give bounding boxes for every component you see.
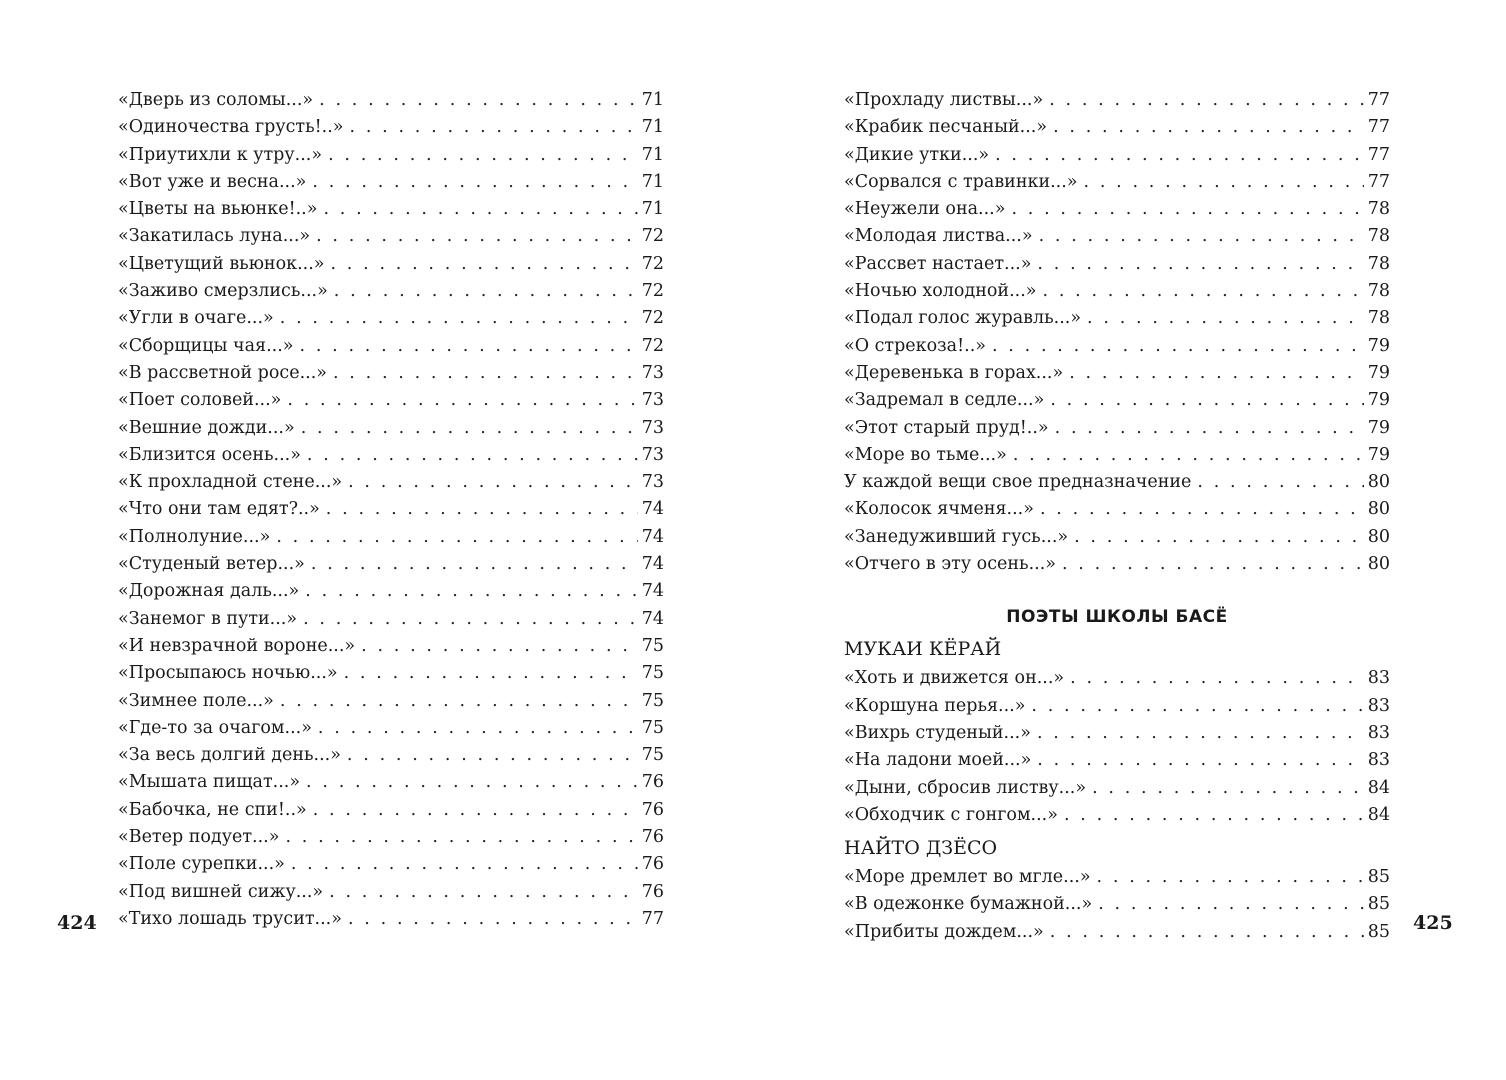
toc-entry-title: «Цветы на вьюнке!..» bbox=[118, 199, 318, 220]
toc-entry-title: «Зимнее поле...» bbox=[118, 690, 274, 711]
toc-entry bbox=[118, 633, 664, 660]
toc-entry-page: 73 bbox=[641, 472, 664, 493]
toc-entry-title: «Вешние дожди...» bbox=[118, 417, 295, 438]
dot-leader bbox=[1049, 87, 1364, 114]
toc-entry-title: «Близится осень...» bbox=[118, 444, 301, 465]
toc-entry-title: «Закатилась луна...» bbox=[118, 226, 311, 247]
toc-entry bbox=[844, 387, 1390, 414]
dot-leader bbox=[307, 442, 638, 469]
toc-entry-title: «Задремал в седле...» bbox=[844, 390, 1045, 411]
toc-entry bbox=[118, 251, 664, 278]
toc-entry-page: 80 bbox=[1367, 554, 1390, 575]
toc-entry-page: 74 bbox=[641, 581, 664, 602]
toc-entry bbox=[118, 879, 664, 906]
toc-entry-title: «Ветер подует...» bbox=[118, 827, 280, 848]
dot-leader bbox=[350, 114, 638, 141]
toc-entry bbox=[118, 660, 664, 687]
dot-leader bbox=[330, 251, 637, 278]
toc-entry-title: «Вихрь студеный...» bbox=[844, 722, 1031, 743]
toc-entry bbox=[844, 665, 1390, 692]
toc-entry-title: «Цветущий вьюнок...» bbox=[118, 253, 325, 274]
toc-entry bbox=[118, 851, 664, 878]
toc-entry-title: «Этот старый пруд!..» bbox=[844, 417, 1049, 438]
toc-entry bbox=[844, 524, 1390, 551]
dot-leader bbox=[280, 305, 638, 332]
toc-entry-page: 73 bbox=[641, 444, 664, 465]
dot-leader bbox=[1043, 278, 1364, 305]
dot-leader bbox=[344, 660, 638, 687]
toc-entry-title: «Полнолуние...» bbox=[118, 526, 271, 547]
dot-leader bbox=[334, 278, 638, 305]
toc-entry bbox=[118, 606, 664, 633]
toc-entry-title: «Ночью холодной...» bbox=[844, 281, 1037, 302]
toc-list bbox=[844, 87, 1390, 578]
toc-entry bbox=[844, 551, 1390, 578]
toc-entry-title: «Мышата пищат...» bbox=[118, 772, 301, 793]
toc-entry bbox=[118, 223, 664, 250]
toc-entry-page: 79 bbox=[1367, 390, 1390, 411]
toc-entry-title: «Отчего в эту осень...» bbox=[844, 554, 1056, 575]
dot-leader bbox=[1197, 469, 1363, 496]
toc-entry-page: 73 bbox=[641, 390, 664, 411]
toc-entry bbox=[844, 87, 1390, 114]
toc-entry-page: 78 bbox=[1367, 308, 1390, 329]
toc-entry bbox=[844, 864, 1390, 891]
toc-entry bbox=[118, 715, 664, 742]
toc-entry-title: «В рассветной росе...» bbox=[118, 362, 327, 383]
toc-entry-page: 74 bbox=[641, 499, 664, 520]
dot-leader bbox=[1064, 802, 1364, 829]
author-heading: НАЙТО ДЗЁСО bbox=[844, 837, 998, 860]
toc-entry bbox=[844, 251, 1390, 278]
toc-entry-page: 75 bbox=[641, 663, 664, 684]
toc-entry bbox=[118, 688, 664, 715]
toc-entry-page: 77 bbox=[641, 908, 664, 929]
toc-entry-title: «Тихо лошадь трусит...» bbox=[118, 908, 342, 929]
toc-entry-page: 76 bbox=[641, 799, 664, 820]
toc-entry-page: 74 bbox=[641, 608, 664, 629]
toc-entry bbox=[844, 720, 1390, 747]
dot-leader bbox=[1084, 169, 1364, 196]
dot-leader bbox=[348, 906, 638, 933]
toc-entry bbox=[118, 278, 664, 305]
dot-leader bbox=[1050, 387, 1363, 414]
toc-entry-page: 76 bbox=[641, 881, 664, 902]
toc-entry bbox=[118, 769, 664, 796]
toc-entry-title: «Сорвался с травинки...» bbox=[844, 171, 1078, 192]
toc-entry-page: 85 bbox=[1367, 921, 1390, 942]
toc-entry-page: 71 bbox=[641, 90, 664, 110]
toc-entry-title: «Под вишней сижу...» bbox=[118, 881, 324, 902]
toc-entry-title: «Угли в очаге...» bbox=[118, 308, 274, 329]
dot-leader bbox=[312, 169, 637, 196]
toc-entry-page: 78 bbox=[1367, 253, 1390, 274]
toc-entry bbox=[118, 415, 664, 442]
toc-entry bbox=[844, 802, 1390, 829]
dot-leader bbox=[1037, 747, 1363, 774]
toc-entry-title: «Крабик песчаный...» bbox=[844, 117, 1048, 138]
toc-entry-title: «Море дремлет во мгле...» bbox=[844, 867, 1091, 888]
toc-entry bbox=[844, 223, 1390, 250]
toc-entry-page: 84 bbox=[1367, 777, 1390, 798]
toc-entry-page: 74 bbox=[641, 526, 664, 547]
page-number-right: 425 bbox=[1413, 912, 1453, 934]
dot-leader bbox=[305, 578, 637, 605]
toc-entry-title: «Колосок ячменя...» bbox=[844, 499, 1034, 520]
toc-entry-page: 80 bbox=[1367, 526, 1390, 547]
toc-entry bbox=[844, 278, 1390, 305]
toc-entry bbox=[118, 824, 664, 851]
toc-entry-page: 79 bbox=[1367, 444, 1390, 465]
toc-entry-page: 72 bbox=[641, 308, 664, 329]
toc-entry-page: 76 bbox=[641, 854, 664, 875]
toc-entry-title: «Поле сурепки...» bbox=[118, 854, 285, 875]
toc-entry-title: «Где-то за очагом...» bbox=[118, 717, 312, 738]
dot-leader bbox=[319, 87, 638, 114]
toc-entry-page: 85 bbox=[1367, 894, 1390, 915]
dot-leader bbox=[1069, 360, 1364, 387]
toc-entry-title: «Дверь из соломы...» bbox=[118, 90, 314, 110]
toc-entry bbox=[118, 387, 664, 414]
dot-leader bbox=[1040, 496, 1364, 523]
toc-entry bbox=[118, 906, 664, 933]
dot-leader bbox=[1098, 891, 1364, 918]
toc-entry-title: «Неужели она...» bbox=[844, 199, 1006, 220]
toc-entry bbox=[118, 742, 664, 769]
toc-entry-title: «Подал голос журавль...» bbox=[844, 308, 1082, 329]
toc-entry bbox=[118, 496, 664, 523]
toc-entry bbox=[844, 142, 1390, 169]
toc-entry-page: 73 bbox=[641, 417, 664, 438]
toc-entry-page: 71 bbox=[641, 199, 664, 220]
toc-entry-title: «Просыпаюсь ночью...» bbox=[118, 663, 338, 684]
dot-leader bbox=[1039, 223, 1364, 250]
toc-entry-page: 80 bbox=[1367, 499, 1390, 520]
dot-leader bbox=[1070, 665, 1364, 692]
toc-entry-page: 84 bbox=[1367, 804, 1390, 825]
dot-leader bbox=[316, 223, 638, 250]
toc-entry-page: 83 bbox=[1367, 695, 1390, 716]
toc-entry bbox=[118, 524, 664, 551]
author-sections bbox=[844, 634, 1390, 946]
dot-leader bbox=[328, 142, 638, 169]
toc-entry-title: «Дикие утки...» bbox=[844, 144, 990, 165]
toc-entry-page: 72 bbox=[641, 226, 664, 247]
toc-entry-page: 79 bbox=[1367, 362, 1390, 383]
toc-entry-page: 79 bbox=[1367, 335, 1390, 356]
toc-entry-title: «Занемог в пути...» bbox=[118, 608, 298, 629]
toc-entry-title: «К прохладной стене...» bbox=[118, 472, 343, 493]
toc-entry bbox=[844, 333, 1390, 360]
toc-entry-title: «Море во тьме...» bbox=[844, 444, 1007, 465]
toc-entry-title: «Хоть и движется он...» bbox=[844, 668, 1065, 689]
toc-entry bbox=[118, 196, 664, 223]
toc-entry-page: 85 bbox=[1367, 867, 1390, 888]
dot-leader bbox=[1013, 442, 1364, 469]
toc-entry-title: «Поет соловей...» bbox=[118, 390, 282, 411]
toc-entry-title: «И невзрачной вороне...» bbox=[118, 635, 356, 656]
dot-leader bbox=[276, 524, 637, 551]
toc-entry-title: «Рассвет настает...» bbox=[844, 253, 1032, 274]
toc-entry-page: 77 bbox=[1367, 171, 1390, 192]
toc-entry-title: «Прибиты дождем...» bbox=[844, 921, 1044, 942]
toc-entry-page: 75 bbox=[641, 635, 664, 656]
dot-leader bbox=[1031, 693, 1363, 720]
toc-entry bbox=[118, 305, 664, 332]
dot-leader bbox=[1087, 305, 1364, 332]
toc-entry-page: 78 bbox=[1367, 226, 1390, 247]
toc-entry bbox=[844, 415, 1390, 442]
dot-leader bbox=[1055, 415, 1364, 442]
dot-leader bbox=[1050, 919, 1364, 946]
toc-entry bbox=[118, 442, 664, 469]
toc-entry bbox=[844, 693, 1390, 720]
dot-leader bbox=[285, 824, 637, 851]
dot-leader bbox=[1011, 196, 1363, 223]
left-page-toc bbox=[118, 87, 664, 933]
toc-entry bbox=[844, 775, 1390, 802]
toc-entry-title: «Дорожная даль...» bbox=[118, 581, 300, 602]
author-heading: МУКАИ КЁРАЙ bbox=[844, 638, 1002, 661]
toc-entry-page: 80 bbox=[1367, 472, 1390, 493]
toc-entry bbox=[118, 114, 664, 141]
toc-entry-title: «Коршуна перья...» bbox=[844, 695, 1026, 716]
toc-entry-title: «Обходчик с гонгом...» bbox=[844, 804, 1058, 825]
section-heading: ПОЭТЫ ШКОЛЫ БАСЁ bbox=[1006, 607, 1228, 628]
toc-entry-title: «О стрекоза!..» bbox=[844, 335, 986, 356]
toc-entry bbox=[118, 551, 664, 578]
dot-leader bbox=[311, 551, 638, 578]
toc-entry-title: «Вот уже и весна...» bbox=[118, 171, 307, 192]
toc-entry bbox=[844, 747, 1390, 774]
dot-leader bbox=[1037, 251, 1363, 278]
toc-entry bbox=[118, 87, 664, 114]
dot-leader bbox=[318, 715, 638, 742]
toc-entry-page: 72 bbox=[641, 335, 664, 356]
toc-entry-title: «Приутихли к утру...» bbox=[118, 144, 323, 165]
toc-entry-page: 73 bbox=[641, 362, 664, 383]
toc-entry-page: 78 bbox=[1367, 281, 1390, 302]
toc-entry-page: 72 bbox=[641, 281, 664, 302]
toc-entry-page: 78 bbox=[1367, 199, 1390, 220]
toc-entry-page: 83 bbox=[1367, 722, 1390, 743]
toc-entry-title: «Что они там едят?..» bbox=[118, 499, 320, 520]
toc-entry-page: 75 bbox=[641, 717, 664, 738]
dot-leader bbox=[301, 415, 638, 442]
dot-leader bbox=[303, 606, 638, 633]
toc-entry bbox=[118, 333, 664, 360]
toc-entry-page: 72 bbox=[641, 253, 664, 274]
toc-entry-title: «Дыни, сбросив листву...» bbox=[844, 777, 1087, 798]
toc-entry bbox=[844, 442, 1390, 469]
toc-entry-page: 79 bbox=[1367, 417, 1390, 438]
dot-leader bbox=[333, 360, 638, 387]
right-page-toc bbox=[844, 87, 1390, 946]
page-number-left: 424 bbox=[57, 912, 97, 934]
toc-entry bbox=[844, 360, 1390, 387]
toc-entry-title: «Занедуживший гусь...» bbox=[844, 526, 1069, 547]
toc-entry bbox=[118, 360, 664, 387]
toc-entry-page: 74 bbox=[641, 554, 664, 575]
toc-entry-title: «Прохладу листвы...» bbox=[844, 90, 1044, 110]
dot-leader bbox=[306, 769, 638, 796]
dot-leader bbox=[992, 333, 1364, 360]
toc-entry-page: 83 bbox=[1367, 750, 1390, 771]
dot-leader bbox=[291, 851, 638, 878]
dot-leader bbox=[1097, 864, 1364, 891]
dot-leader bbox=[361, 633, 638, 660]
dot-leader bbox=[1074, 524, 1364, 551]
toc-entry bbox=[118, 797, 664, 824]
toc-entry bbox=[844, 919, 1390, 946]
toc-entry-page: 71 bbox=[641, 144, 664, 165]
toc-entry-page: 71 bbox=[641, 117, 664, 138]
toc-entry bbox=[844, 114, 1390, 141]
toc-entry-title: «В одежонке бумажной...» bbox=[844, 894, 1093, 915]
dot-leader bbox=[280, 688, 638, 715]
toc-entry-title: У каждой вещи свое предназначение bbox=[844, 472, 1192, 493]
dot-leader bbox=[1053, 114, 1364, 141]
toc-entry bbox=[118, 469, 664, 496]
toc-entry-page: 83 bbox=[1367, 668, 1390, 689]
toc-entry bbox=[844, 469, 1390, 496]
dot-leader bbox=[300, 333, 638, 360]
dot-leader bbox=[1037, 720, 1364, 747]
toc-entry bbox=[844, 196, 1390, 223]
dot-leader bbox=[326, 496, 638, 523]
toc-entry bbox=[118, 169, 664, 196]
toc-entry-title: «На ладони моей...» bbox=[844, 750, 1032, 771]
toc-entry bbox=[118, 578, 664, 605]
dot-leader bbox=[287, 387, 637, 414]
toc-entry-title: «Заживо смерзлись...» bbox=[118, 281, 328, 302]
dot-leader bbox=[348, 469, 638, 496]
toc-entry-title: «Молодая листва...» bbox=[844, 226, 1033, 247]
toc-entry bbox=[844, 305, 1390, 332]
toc-entry-page: 71 bbox=[641, 171, 664, 192]
toc-entry-title: «Одиночества грусть!..» bbox=[118, 117, 344, 138]
toc-entry bbox=[118, 142, 664, 169]
toc-entry-page: 77 bbox=[1367, 117, 1390, 138]
toc-entry-title: «Сборщицы чая...» bbox=[118, 335, 294, 356]
toc-entry bbox=[844, 891, 1390, 918]
toc-entry-page: 75 bbox=[641, 745, 664, 766]
toc-entry-page: 75 bbox=[641, 690, 664, 711]
toc-entry-page: 77 bbox=[1367, 144, 1390, 165]
toc-entry-page: 76 bbox=[641, 772, 664, 793]
toc-entry bbox=[844, 169, 1390, 196]
toc-entry-page: 76 bbox=[641, 827, 664, 848]
toc-entry-page: 77 bbox=[1367, 90, 1390, 110]
dot-leader bbox=[347, 742, 638, 769]
dot-leader bbox=[323, 196, 637, 223]
toc-entry-title: «За весь долгий день...» bbox=[118, 745, 341, 766]
dot-leader bbox=[1062, 551, 1364, 578]
dot-leader bbox=[313, 797, 638, 824]
dot-leader bbox=[995, 142, 1364, 169]
toc-entry-title: «Деревенька в горах...» bbox=[844, 362, 1064, 383]
dot-leader bbox=[1092, 775, 1364, 802]
toc-entry-title: «Бабочка, не спи!..» bbox=[118, 799, 307, 820]
toc-entry-title: «Студеный ветер...» bbox=[118, 554, 305, 575]
toc-entry bbox=[844, 496, 1390, 523]
dot-leader bbox=[329, 879, 638, 906]
